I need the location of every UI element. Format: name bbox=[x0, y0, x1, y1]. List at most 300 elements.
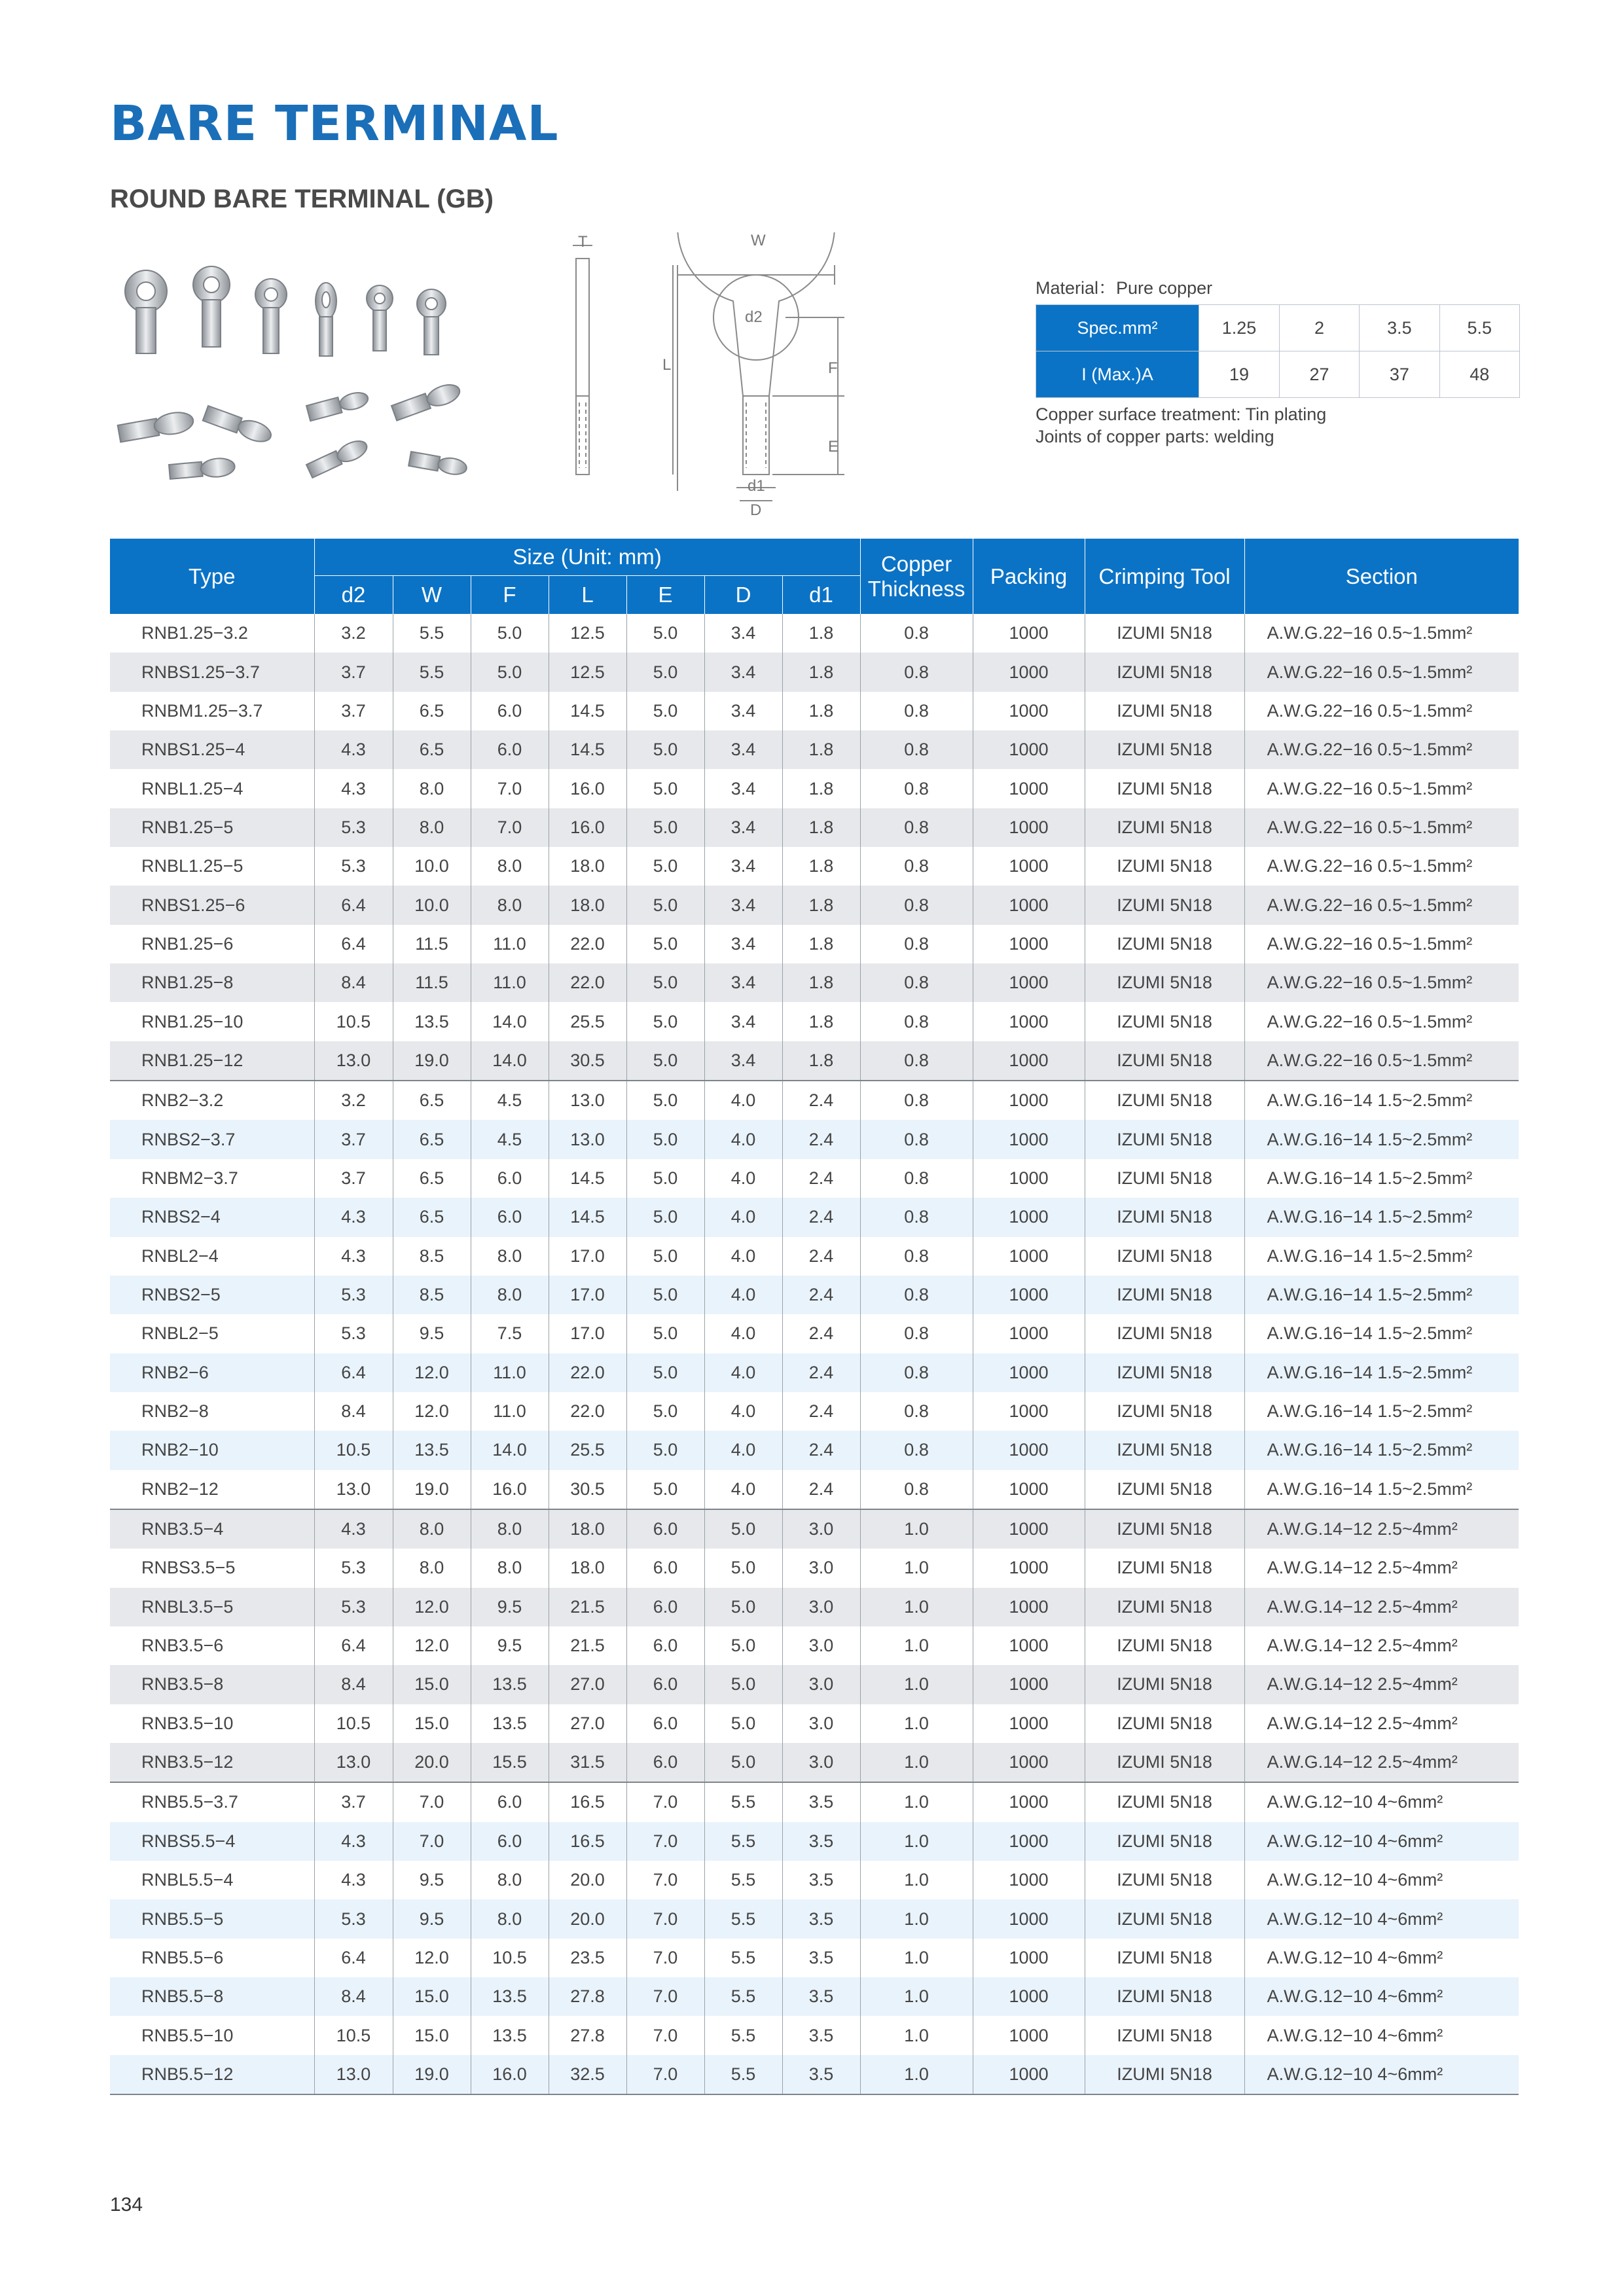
table-cell: RNB1.25−6 bbox=[141, 933, 234, 954]
table-cell: A.W.G.16−14 1.5~2.5mm² bbox=[1244, 1237, 1519, 1276]
table-cell: 9.5 bbox=[393, 1314, 471, 1353]
table-cell: 1000 bbox=[973, 1588, 1085, 1626]
table-cell: 6.0 bbox=[626, 1549, 704, 1587]
table-cell: 1000 bbox=[973, 1822, 1085, 1861]
table-cell: 0.8 bbox=[860, 1276, 973, 1314]
table-cell: 21.5 bbox=[549, 1626, 626, 1665]
table-cell: 1000 bbox=[973, 1665, 1085, 1704]
table-cell: 1.0 bbox=[860, 2016, 973, 2054]
table-cell: 5.0 bbox=[704, 1704, 782, 1743]
table-cell: RNB2−8 bbox=[141, 1401, 209, 1422]
table-cell: IZUMI 5N18 bbox=[1085, 2055, 1244, 2094]
table-cell: 7.0 bbox=[626, 1899, 704, 1938]
col-header-crimping-tool: Crimping Tool bbox=[1085, 539, 1244, 614]
table-cell: IZUMI 5N18 bbox=[1085, 1977, 1244, 2016]
table-cell: 13.5 bbox=[471, 1977, 549, 2016]
table-cell: 4.0 bbox=[704, 1120, 782, 1158]
table-cell: 1.0 bbox=[860, 1899, 973, 1938]
table-cell: RNBS2−4 bbox=[110, 1198, 314, 1236]
table-cell: 14.5 bbox=[549, 1198, 626, 1236]
table-cell: 3.5 bbox=[782, 2055, 860, 2094]
table-cell: A.W.G.14−12 2.5~4mm² bbox=[1244, 1588, 1519, 1626]
table-cell: RNBS1.25−4 bbox=[110, 730, 314, 769]
treatment-notes bbox=[1036, 403, 1326, 448]
table-cell: 12.5 bbox=[549, 653, 626, 691]
table-cell: 14.0 bbox=[471, 1431, 549, 1469]
table-cell: 5.3 bbox=[314, 1549, 393, 1587]
material-text: Material：Pure copper bbox=[1036, 278, 1213, 298]
table-cell: RNB3.5−6 bbox=[141, 1636, 224, 1656]
table-cell: 5.0 bbox=[626, 1470, 704, 1509]
col-header-w: W bbox=[393, 576, 471, 615]
table-cell: 7.0 bbox=[626, 1939, 704, 1977]
table-row bbox=[110, 1198, 1519, 1236]
table-cell: 10.5 bbox=[471, 1939, 549, 1977]
table-cell: 3.5 bbox=[782, 2016, 860, 2054]
table-cell: 0.8 bbox=[860, 925, 973, 963]
table-cell: 5.3 bbox=[314, 1314, 393, 1353]
table-cell: 17.0 bbox=[549, 1314, 626, 1353]
note-line: Joints of copper parts: welding bbox=[1036, 427, 1274, 446]
table-cell: RNBL2−5 bbox=[141, 1323, 219, 1344]
section-subtitle: ROUND BARE TERMINAL (GB) bbox=[110, 185, 494, 213]
table-cell: 1.0 bbox=[860, 1977, 973, 2016]
table-cell: 1.8 bbox=[782, 614, 860, 653]
table-cell: 6.0 bbox=[626, 1665, 704, 1704]
table-cell: 1.0 bbox=[860, 1743, 973, 1782]
table-cell: 13.0 bbox=[314, 1041, 393, 1081]
table-cell: A.W.G.22−16 0.5~1.5mm² bbox=[1244, 886, 1519, 924]
table-cell: 13.5 bbox=[471, 2016, 549, 2054]
table-cell: 11.0 bbox=[471, 1392, 549, 1431]
spec-cell: 5.5 bbox=[1439, 305, 1519, 351]
table-cell: 1000 bbox=[973, 886, 1085, 924]
table-cell: 7.0 bbox=[393, 1822, 471, 1861]
table-cell: 8.0 bbox=[393, 1549, 471, 1587]
table-cell: 1000 bbox=[973, 1081, 1085, 1120]
table-cell: 1000 bbox=[973, 2016, 1085, 2054]
table-cell: 1000 bbox=[973, 925, 1085, 963]
table-cell: RNBS1.25−6 bbox=[110, 886, 314, 924]
table-cell: 12.0 bbox=[393, 1392, 471, 1431]
table-cell: 5.0 bbox=[704, 1743, 782, 1782]
table-cell: 1.8 bbox=[782, 769, 860, 808]
table-cell: 1000 bbox=[973, 2055, 1085, 2094]
table-cell: 12.0 bbox=[393, 1588, 471, 1626]
table-cell: 6.0 bbox=[471, 1782, 549, 1821]
table-cell: A.W.G.16−14 1.5~2.5mm² bbox=[1244, 1314, 1519, 1353]
table-cell: 0.8 bbox=[860, 1237, 973, 1276]
table-cell: IZUMI 5N18 bbox=[1085, 1081, 1244, 1120]
table-cell: 4.0 bbox=[704, 1198, 782, 1236]
header-line: Copper bbox=[880, 551, 952, 576]
table-cell: 5.0 bbox=[626, 1431, 704, 1469]
table-cell: 6.0 bbox=[471, 1159, 549, 1198]
table-cell: 5.0 bbox=[626, 1041, 704, 1081]
spec-table bbox=[1036, 304, 1520, 398]
table-cell: IZUMI 5N18 bbox=[1085, 1509, 1244, 1549]
table-cell: 10.0 bbox=[393, 847, 471, 886]
table-cell: 14.0 bbox=[471, 1002, 549, 1041]
table-row bbox=[110, 886, 1519, 924]
table-cell: 13.0 bbox=[549, 1120, 626, 1158]
table-cell: IZUMI 5N18 bbox=[1085, 1822, 1244, 1861]
table-row bbox=[110, 1704, 1519, 1743]
table-cell: 22.0 bbox=[549, 963, 626, 1002]
table-cell: 1000 bbox=[973, 1041, 1085, 1081]
table-cell: 1000 bbox=[973, 1159, 1085, 1198]
table-cell: 27.0 bbox=[549, 1665, 626, 1704]
table-cell: 1000 bbox=[973, 1899, 1085, 1938]
table-cell: 16.0 bbox=[549, 769, 626, 808]
table-cell: 25.5 bbox=[549, 1002, 626, 1041]
table-cell: 1.0 bbox=[860, 1588, 973, 1626]
table-row bbox=[110, 1159, 1519, 1198]
table-cell: RNB3.5−12 bbox=[110, 1743, 314, 1782]
table-cell: 22.0 bbox=[549, 1354, 626, 1392]
table-cell: 6.0 bbox=[626, 1509, 704, 1549]
table-cell: A.W.G.12−10 4~6mm² bbox=[1244, 1939, 1519, 1977]
spec-row-current bbox=[1036, 351, 1520, 398]
table-row bbox=[110, 769, 1519, 808]
note-line: Copper surface treatment: Tin plating bbox=[1036, 404, 1327, 424]
table-cell: 1000 bbox=[973, 1470, 1085, 1509]
table-cell: 2.4 bbox=[782, 1470, 860, 1509]
table-cell: 1000 bbox=[973, 1276, 1085, 1314]
table-cell: 3.0 bbox=[782, 1704, 860, 1743]
table-cell: 3.4 bbox=[704, 847, 782, 886]
table-cell: 14.5 bbox=[549, 730, 626, 769]
col-header-section: Section bbox=[1244, 539, 1519, 614]
table-cell: 5.5 bbox=[704, 1822, 782, 1861]
table-cell: 5.0 bbox=[626, 1237, 704, 1276]
table-cell: 3.0 bbox=[782, 1743, 860, 1782]
table-cell: 5.5 bbox=[704, 1861, 782, 1899]
table-cell: 7.0 bbox=[393, 1782, 471, 1821]
table-cell: 22.0 bbox=[549, 1392, 626, 1431]
table-cell: 1000 bbox=[973, 769, 1085, 808]
table-cell: 19.0 bbox=[393, 1470, 471, 1509]
table-cell: 3.4 bbox=[704, 692, 782, 730]
table-cell: 8.4 bbox=[314, 963, 393, 1002]
table-cell: IZUMI 5N18 bbox=[1085, 614, 1244, 653]
table-row bbox=[110, 1665, 1519, 1704]
table-row bbox=[110, 1276, 1519, 1314]
table-cell: 2.4 bbox=[782, 1120, 860, 1158]
table-cell: 0.8 bbox=[860, 1002, 973, 1041]
table-cell: A.W.G.22−16 0.5~1.5mm² bbox=[1244, 925, 1519, 963]
table-cell: IZUMI 5N18 bbox=[1085, 1120, 1244, 1158]
table-cell: 2.4 bbox=[782, 1354, 860, 1392]
table-cell: 4.5 bbox=[471, 1081, 549, 1120]
table-cell: 0.8 bbox=[860, 1392, 973, 1431]
table-cell: 6.0 bbox=[626, 1588, 704, 1626]
table-cell: 4.0 bbox=[704, 1237, 782, 1276]
table-cell: 5.3 bbox=[314, 1276, 393, 1314]
table-cell: IZUMI 5N18 bbox=[1085, 1041, 1244, 1081]
table-cell: IZUMI 5N18 bbox=[1085, 1899, 1244, 1938]
table-cell: 17.0 bbox=[549, 1237, 626, 1276]
table-row bbox=[110, 1899, 1519, 1938]
table-cell: 7.0 bbox=[626, 1861, 704, 1899]
spec-cell: 37 bbox=[1360, 351, 1439, 398]
table-cell: 18.0 bbox=[549, 1549, 626, 1587]
table-cell: 2.4 bbox=[782, 1081, 860, 1120]
table-cell: RNB1.25−5 bbox=[110, 808, 314, 847]
table-cell: 1.8 bbox=[782, 963, 860, 1002]
table-cell: 13.0 bbox=[314, 1743, 393, 1782]
table-cell: 7.0 bbox=[471, 769, 549, 808]
col-header-packing: Packing bbox=[973, 539, 1085, 614]
table-row bbox=[110, 1041, 1519, 1081]
table-cell: 6.0 bbox=[626, 1743, 704, 1782]
col-header-f: F bbox=[471, 576, 549, 615]
table-cell: 1.8 bbox=[782, 925, 860, 963]
table-cell: 8.0 bbox=[471, 1237, 549, 1276]
table-row bbox=[110, 1002, 1519, 1041]
table-cell: 8.5 bbox=[393, 1276, 471, 1314]
table-cell: 14.5 bbox=[549, 692, 626, 730]
table-cell: 3.4 bbox=[704, 1002, 782, 1041]
table-cell: IZUMI 5N18 bbox=[1085, 808, 1244, 847]
table-cell: A.W.G.14−12 2.5~4mm² bbox=[1244, 1549, 1519, 1587]
table-cell: 8.0 bbox=[471, 1509, 549, 1549]
table-cell: 4.0 bbox=[704, 1314, 782, 1353]
table-cell: IZUMI 5N18 bbox=[1085, 1002, 1244, 1041]
table-cell: A.W.G.12−10 4~6mm² bbox=[1244, 2016, 1519, 2054]
table-cell: 5.5 bbox=[704, 2016, 782, 2054]
table-cell: 5.0 bbox=[626, 614, 704, 653]
table-cell: RNB1.25−12 bbox=[110, 1041, 314, 1081]
table-cell: 2.4 bbox=[782, 1314, 860, 1353]
table-row bbox=[110, 808, 1519, 847]
terminal-dimension-diagram bbox=[537, 232, 903, 520]
table-cell: 3.5 bbox=[782, 1939, 860, 1977]
table-cell: 11.5 bbox=[393, 963, 471, 1002]
table-cell: 22.0 bbox=[549, 925, 626, 963]
table-cell: 5.0 bbox=[626, 847, 704, 886]
table-cell: IZUMI 5N18 bbox=[1085, 1588, 1244, 1626]
table-cell: 4.0 bbox=[704, 1392, 782, 1431]
table-cell: 5.3 bbox=[314, 808, 393, 847]
table-cell: A.W.G.22−16 0.5~1.5mm² bbox=[1244, 769, 1519, 808]
table-cell: 4.0 bbox=[704, 1081, 782, 1120]
table-cell: 6.0 bbox=[471, 730, 549, 769]
table-cell: 5.0 bbox=[626, 925, 704, 963]
table-cell: A.W.G.22−16 0.5~1.5mm² bbox=[1244, 614, 1519, 653]
table-cell: 1000 bbox=[973, 1354, 1085, 1392]
table-row bbox=[110, 963, 1519, 1002]
terminal-spec-table bbox=[110, 539, 1519, 2095]
table-cell: 6.5 bbox=[393, 1198, 471, 1236]
table-cell: A.W.G.16−14 1.5~2.5mm² bbox=[1244, 1470, 1519, 1509]
table-cell: 4.0 bbox=[704, 1354, 782, 1392]
table-cell: IZUMI 5N18 bbox=[1085, 886, 1244, 924]
table-cell: 1000 bbox=[973, 1392, 1085, 1431]
table-row bbox=[110, 1354, 1519, 1392]
product-photo bbox=[110, 255, 490, 504]
table-row bbox=[110, 1392, 1519, 1431]
table-cell: 1000 bbox=[973, 692, 1085, 730]
table-cell: 3.4 bbox=[704, 1041, 782, 1081]
table-cell: 8.0 bbox=[393, 808, 471, 847]
table-cell: 3.7 bbox=[314, 1159, 393, 1198]
table-cell: RNBS2−5 bbox=[110, 1276, 314, 1314]
table-cell: 9.5 bbox=[393, 1899, 471, 1938]
table-cell: 5.0 bbox=[471, 614, 549, 653]
table-cell: 3.0 bbox=[782, 1549, 860, 1587]
table-cell: 12.0 bbox=[393, 1626, 471, 1665]
table-row bbox=[110, 1509, 1519, 1549]
spec-cell: 2 bbox=[1279, 305, 1359, 351]
table-cell: 15.0 bbox=[393, 2016, 471, 2054]
col-header-d1: d1 bbox=[782, 576, 860, 615]
col-header-d: D bbox=[704, 576, 782, 615]
table-row bbox=[110, 1977, 1519, 2016]
table-cell: 2.4 bbox=[782, 1392, 860, 1431]
table-cell: 3.5 bbox=[782, 1977, 860, 2016]
table-cell: 6.0 bbox=[471, 1198, 549, 1236]
table-cell: 3.5 bbox=[782, 1782, 860, 1821]
table-row bbox=[110, 1588, 1519, 1626]
table-cell: 8.0 bbox=[471, 1899, 549, 1938]
spec-cell: 27 bbox=[1279, 351, 1359, 398]
table-cell: 4.5 bbox=[471, 1120, 549, 1158]
col-header-copper-thickness bbox=[860, 539, 973, 614]
table-cell: 13.5 bbox=[393, 1431, 471, 1469]
diagram-label-d1: d1 bbox=[748, 477, 765, 495]
table-cell: IZUMI 5N18 bbox=[1085, 1276, 1244, 1314]
table-cell: 4.3 bbox=[314, 1822, 393, 1861]
table-cell: 3.7 bbox=[314, 692, 393, 730]
table-cell: 3.4 bbox=[704, 963, 782, 1002]
table-cell: 11.0 bbox=[471, 963, 549, 1002]
table-cell: 4.3 bbox=[314, 1198, 393, 1236]
table-cell: 18.0 bbox=[549, 886, 626, 924]
table-cell: 7.0 bbox=[626, 1782, 704, 1821]
table-cell: 3.4 bbox=[704, 653, 782, 691]
table-cell: 4.3 bbox=[314, 730, 393, 769]
table-cell: 10.0 bbox=[393, 886, 471, 924]
diagram-label-t: T bbox=[578, 233, 588, 251]
table-cell: 17.0 bbox=[549, 1276, 626, 1314]
table-row bbox=[110, 2055, 1519, 2094]
table-row bbox=[110, 1314, 1519, 1353]
table-cell: A.W.G.12−10 4~6mm² bbox=[1244, 1899, 1519, 1938]
table-cell: 4.0 bbox=[704, 1470, 782, 1509]
table-cell: 6.0 bbox=[626, 1704, 704, 1743]
table-cell: 1000 bbox=[973, 1782, 1085, 1821]
col-header-type: Type bbox=[110, 539, 314, 614]
table-cell: 3.4 bbox=[704, 730, 782, 769]
table-cell: 21.5 bbox=[549, 1588, 626, 1626]
table-cell: 1.0 bbox=[860, 2055, 973, 2094]
table-cell: 25.5 bbox=[549, 1431, 626, 1469]
table-cell: 3.0 bbox=[782, 1626, 860, 1665]
table-cell: 15.0 bbox=[393, 1704, 471, 1743]
table-row bbox=[110, 614, 1519, 653]
table-cell: 1000 bbox=[973, 1431, 1085, 1469]
table-cell: IZUMI 5N18 bbox=[1085, 1354, 1244, 1392]
table-cell: A.W.G.22−16 0.5~1.5mm² bbox=[1244, 1002, 1519, 1041]
table-cell: 20.0 bbox=[393, 1743, 471, 1782]
table-cell: 10.5 bbox=[314, 1704, 393, 1743]
table-cell: 0.8 bbox=[860, 692, 973, 730]
diagram-label-d2: d2 bbox=[745, 308, 763, 326]
table-cell: 5.5 bbox=[704, 1939, 782, 1977]
diagram-label-l: L bbox=[662, 356, 672, 374]
table-cell: A.W.G.22−16 0.5~1.5mm² bbox=[1244, 808, 1519, 847]
col-header-d2: d2 bbox=[314, 576, 393, 615]
table-cell: 0.8 bbox=[860, 1354, 973, 1392]
table-cell: RNBS3.5−5 bbox=[141, 1558, 236, 1578]
table-cell: 1000 bbox=[973, 1861, 1085, 1899]
table-cell: 4.3 bbox=[314, 1237, 393, 1276]
table-cell: 10.5 bbox=[314, 2016, 393, 2054]
table-cell: 16.5 bbox=[549, 1822, 626, 1861]
table-cell: 1.0 bbox=[860, 1626, 973, 1665]
diagram-label-e: E bbox=[828, 438, 839, 456]
table-row bbox=[110, 1782, 1519, 1821]
spec-cell: 19 bbox=[1199, 351, 1280, 398]
table-cell: 0.8 bbox=[860, 1198, 973, 1236]
table-cell: 0.8 bbox=[860, 847, 973, 886]
table-cell: 16.0 bbox=[471, 1470, 549, 1509]
table-cell: IZUMI 5N18 bbox=[1085, 1743, 1244, 1782]
table-cell: 4.3 bbox=[314, 769, 393, 808]
diagram-label-d: D bbox=[750, 501, 762, 519]
table-cell: 1000 bbox=[973, 614, 1085, 653]
table-cell: 11.0 bbox=[471, 925, 549, 963]
table-cell: RNB3.5−8 bbox=[110, 1665, 314, 1704]
table-cell: 1.0 bbox=[860, 1822, 973, 1861]
table-cell: RNB2−6 bbox=[110, 1354, 314, 1392]
table-cell: A.W.G.22−16 0.5~1.5mm² bbox=[1244, 730, 1519, 769]
spec-cell: 3.5 bbox=[1360, 305, 1439, 351]
table-cell: 1000 bbox=[973, 1509, 1085, 1549]
table-cell: 5.3 bbox=[314, 847, 393, 886]
table-cell: 14.5 bbox=[549, 1159, 626, 1198]
table-cell: A.W.G.14−12 2.5~4mm² bbox=[1244, 1626, 1519, 1665]
table-row bbox=[110, 692, 1519, 730]
table-cell: 6.5 bbox=[393, 1159, 471, 1198]
spec-row-header: I (Max.)A bbox=[1036, 351, 1199, 398]
table-cell: RNB5.5−8 bbox=[110, 1977, 314, 2016]
table-cell: 1000 bbox=[973, 847, 1085, 886]
table-cell: 3.4 bbox=[704, 925, 782, 963]
table-cell: IZUMI 5N18 bbox=[1085, 2016, 1244, 2054]
table-cell: A.W.G.16−14 1.5~2.5mm² bbox=[1244, 1431, 1519, 1469]
table-cell: 0.8 bbox=[860, 808, 973, 847]
table-cell: 2.4 bbox=[782, 1159, 860, 1198]
table-cell: 0.8 bbox=[860, 1431, 973, 1469]
table-cell: 1.0 bbox=[860, 1861, 973, 1899]
table-cell: 0.8 bbox=[860, 1314, 973, 1353]
table-cell: 5.5 bbox=[704, 1782, 782, 1821]
diagram-label-f: F bbox=[828, 359, 838, 377]
table-cell: 1.0 bbox=[860, 1549, 973, 1587]
table-cell: 5.0 bbox=[626, 1159, 704, 1198]
table-cell: 5.0 bbox=[626, 1392, 704, 1431]
table-cell: 1000 bbox=[973, 730, 1085, 769]
table-cell: RNBL3.5−5 bbox=[110, 1588, 314, 1626]
table-row bbox=[110, 1861, 1519, 1899]
table-cell: 1000 bbox=[973, 1314, 1085, 1353]
table-cell: IZUMI 5N18 bbox=[1085, 1939, 1244, 1977]
table-cell: 8.4 bbox=[314, 1392, 393, 1431]
table-cell: IZUMI 5N18 bbox=[1085, 1198, 1244, 1236]
table-cell: 1.8 bbox=[782, 886, 860, 924]
